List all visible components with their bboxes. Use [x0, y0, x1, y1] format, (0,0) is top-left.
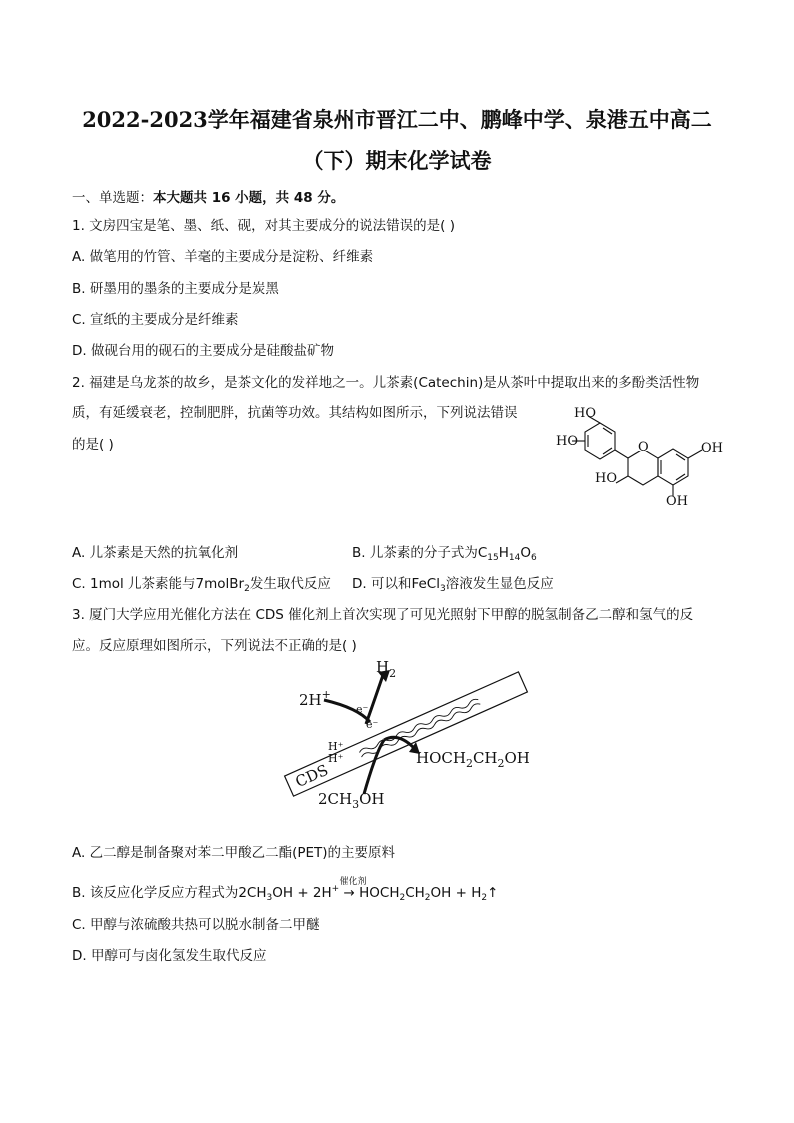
- reactant-label: $2CH_3OH$: [318, 790, 385, 811]
- paper-title-line2: （下）期末化学试卷: [302, 148, 492, 173]
- h-plus-left-label: 2H+: [299, 688, 331, 709]
- catalyst-label: 催化剂: [339, 877, 367, 887]
- electron-label-1: e⁻: [356, 703, 369, 716]
- q1-option-b: B. 研墨用的墨条的主要成分是炭黑: [72, 281, 279, 297]
- oh-label-left: HO: [556, 434, 578, 449]
- oh-label-top: HO: [574, 406, 596, 421]
- section-header: [72, 188, 344, 208]
- section-text: 本大题共 16 小题，共 48 分。: [153, 190, 345, 206]
- q2-option-d: D. 可以和FeCl$_3$溶液发生显色反应: [352, 576, 554, 594]
- paper-title-line1: 2022-2023学年福建省泉州市晋江二中、鹏峰中学、泉港五中高二: [82, 107, 712, 132]
- q3-option-c: C. 甲醇与浓硫酸共热可以脱水制备二甲醚: [72, 917, 320, 933]
- q3-option-d: D. 甲醇可与卤化氢发生取代反应: [72, 948, 267, 964]
- q3-option-a: A. 乙二醇是制备聚对苯二甲酸乙二酯(PET)的主要原料: [72, 845, 396, 861]
- h-plus-label-2: H⁺: [328, 752, 344, 765]
- q2-stem-line2: 质，有延缓衰老，控制肥胖，抗菌等功效。其结构如图所示，下列说法错误: [72, 405, 518, 421]
- electron-label-2: e⁻: [366, 718, 379, 731]
- q2-option-c: C. 1mol 儿茶素能与7molBr$_2$发生取代反应: [72, 576, 331, 594]
- h2-label: $H_2$: [376, 658, 397, 680]
- q2-stem-line1: 2. 福建是乌龙茶的故乡，是茶文化的发祥地之一。儿茶素(Catechin)是从茶叶中提取出来的多酚类活性物: [72, 375, 700, 391]
- q3-stem-line1: 3. 厦门大学应用光催化方法在 CDS 催化剂上首次实现了可见光照射下甲醇的脱氢制备乙二醇和氢气的反: [72, 607, 694, 623]
- photocatalysis-diagram: [266, 656, 546, 814]
- q3-option-b: B. 该反应化学反应方程式为$2CH_3OH + 2H^+$ 催化剂 → $HOCH_2CH_2OH$ + $H_2↑$: [72, 883, 498, 903]
- q2-option-a: A. 儿茶素是天然的抗氧化剂: [72, 545, 239, 561]
- h-plus-label-1: H⁺: [328, 740, 344, 753]
- q1-stem: 1. 文房四宝是笔、墨、纸、砚，对其主要成分的说法错误的是( ): [72, 218, 455, 234]
- q1-option-c: C. 宣纸的主要成分是纤维素: [72, 312, 239, 328]
- q2-stem-line3: 的是( ): [72, 437, 114, 453]
- q2-option-b: B. 儿茶素的分子式为$C_{15}H_{14}O_6$: [352, 545, 537, 563]
- catechin-structure: [548, 395, 738, 515]
- oh-label-mid: HO: [595, 471, 617, 486]
- cds-label: CDS: [292, 760, 331, 792]
- oh-label-right: OH: [701, 441, 723, 456]
- section-prefix: 一、单选题：: [72, 190, 153, 206]
- product-label: $HOCH_2CH_2OH$: [416, 749, 530, 770]
- oh-label-bottom: OH: [666, 494, 688, 509]
- q1-option-a: A. 做笔用的竹管、羊毫的主要成分是淀粉、纤维素: [72, 249, 374, 265]
- ring-oxygen-label: O: [638, 440, 649, 455]
- q3-stem-line2: 应。反应原理如图所示，下列说法不正确的是( ): [72, 638, 357, 654]
- reaction-arrow: →: [343, 885, 355, 901]
- q1-option-d: D. 做砚台用的砚石的主要成分是硅酸盐矿物: [72, 343, 334, 359]
